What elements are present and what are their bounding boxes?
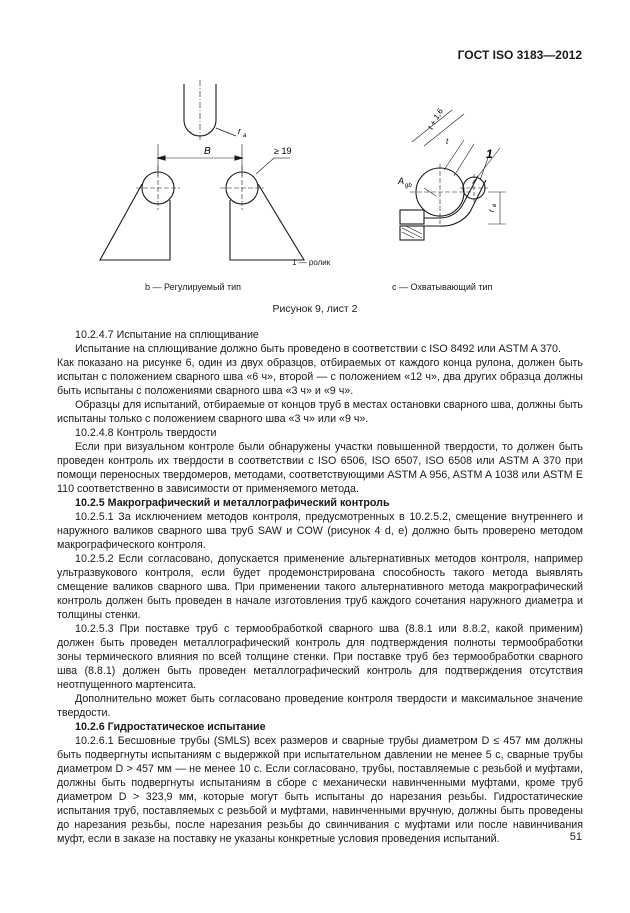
caption-adjustable: b — Регулируемый тип <box>145 282 241 292</box>
label-ra-sub: a <box>243 133 247 139</box>
label-agb-sub: gb <box>405 183 412 189</box>
paragraph: Дополнительно может быть согласовано проведение контроля твердости и максимальное значение твердости. <box>57 693 583 719</box>
caption-wrap-around: c — Охватывающий тип <box>392 282 493 292</box>
figure-legend: 1 — ролик <box>292 258 331 267</box>
paragraph: Образцы для испытаний, отбираемые от концов труб в местах остановки сварного шва, должны быть испытаны только с положением сварного шва «3 ч» или «9 ч». <box>57 399 583 425</box>
paragraph: Как показано на рисунке 6, один из двух образцов, отбираемых от каждого конца рулона, должен быть испытан с положением сварного шва «6 ч», второй — с положением «12 ч», два других образца должны быть испытаны с положениями сварного шва «3 ч» и «9 ч». <box>57 357 583 397</box>
paragraph: Испытание на сплющивание должно быть проведено в соответствии с ISO 8492 или ASTM A 370. <box>75 343 561 355</box>
standard-header: ГОСТ ISO 3183—2012 <box>457 48 582 62</box>
figure-title: Рисунок 9, лист 2 <box>272 303 358 315</box>
label-rb-sub: в <box>492 203 498 207</box>
paragraph: Если при визуальном контроле были обнаружены участки повышенной твердости, то должен быть проведен контроль их твердости в соответствии с ISO 6506, ISO 6507, ISO 6508 или ASTM A 370 при помощи переносных твердомеров, методами, соответствующими ASTM A 956, ASTM A 1038 или ASTM E 110 соответственно в зависимости от применяемого метода. <box>57 441 583 495</box>
page-number: 51 <box>569 831 582 843</box>
document-body <box>57 328 583 846</box>
section-heading: 10.2.5 Макрографический и металлографический контроль <box>75 497 390 509</box>
section-heading: 10.2.4.8 Контроль твердости <box>75 427 217 439</box>
paragraph: 10.2.5.3 При поставке труб с термообработкой сварного шва (8.8.1 или 8.8.2, какой применим) должен быть проведен металлографический контроль для подтверждения полноты термообработки зоны термического влияния по всей толщине стенки. При поставке труб без термообработки сварного шва (8.8.1) должен быть проведен металлографический контроль для подтверждения отсутствия неотпущенного мартенсита. <box>57 623 583 691</box>
section-heading: 10.2.4.7 Испытание на сплющивание <box>75 329 259 341</box>
paragraph: 10.2.5.1 За исключением методов контроля, предусмотренных в 10.2.5.2, смещение внутреннего и наружного валиков сварного шва труб SAW и COW (рисунок 4 d, e) должно быть проверено методом макрографического контроля. <box>57 511 583 551</box>
paragraph: 10.2.5.2 Если согласовано, допускается применение альтернативных методов контроля, например ультразвукового контроля, если будет продемонстрирована способность такого метода выявлять смещение валиков сварного шва. При применении такого альтернативного метода макрографический контроль должен быть проведен в начале изготовления труб каждого сочетания наружного диаметра и толщины стенки. <box>57 553 583 621</box>
label-19: ≥ 19 <box>274 146 292 156</box>
label-1: 1 <box>486 147 493 161</box>
label-agb: A <box>398 176 405 186</box>
label-rb: r <box>487 209 496 212</box>
label-t16: t + 1,6 <box>425 107 445 131</box>
section-heading: 10.2.6 Гидростатическое испытание <box>75 721 266 733</box>
label-ra: r <box>238 126 241 136</box>
label-t: t <box>446 137 449 146</box>
label-b: B <box>204 146 211 157</box>
bend-test-figure <box>60 80 580 300</box>
paragraph: 10.2.6.1 Бесшовные трубы (SMLS) всех размеров и сварные трубы диаметром D ≤ 457 мм должны быть подвергнуты испытаниям с выдержкой при испытательном давлении не менее 5 с, сварные трубы диаметром D > 457 мм — не менее 10 с. Если согласовано, трубы, поставляемые с резьбой и муфтами, должны быть подвергнуты испытаниям в сборе с механически навинченными муфтами, кроме труб диаметром D > 323,9 мм, которые могут быть испытаны до нарезания резьбы. Гидростатические испытания труб, поставляемых с резьбой и муфтами, навинченными вручную, должны быть проведены до нарезания резьбы, после нарезания резьбы до свинчивания с муфтами или после навинчивания муфт, если в заказе на поставку не указаны конкретные условия проведения испытаний. <box>57 735 583 845</box>
